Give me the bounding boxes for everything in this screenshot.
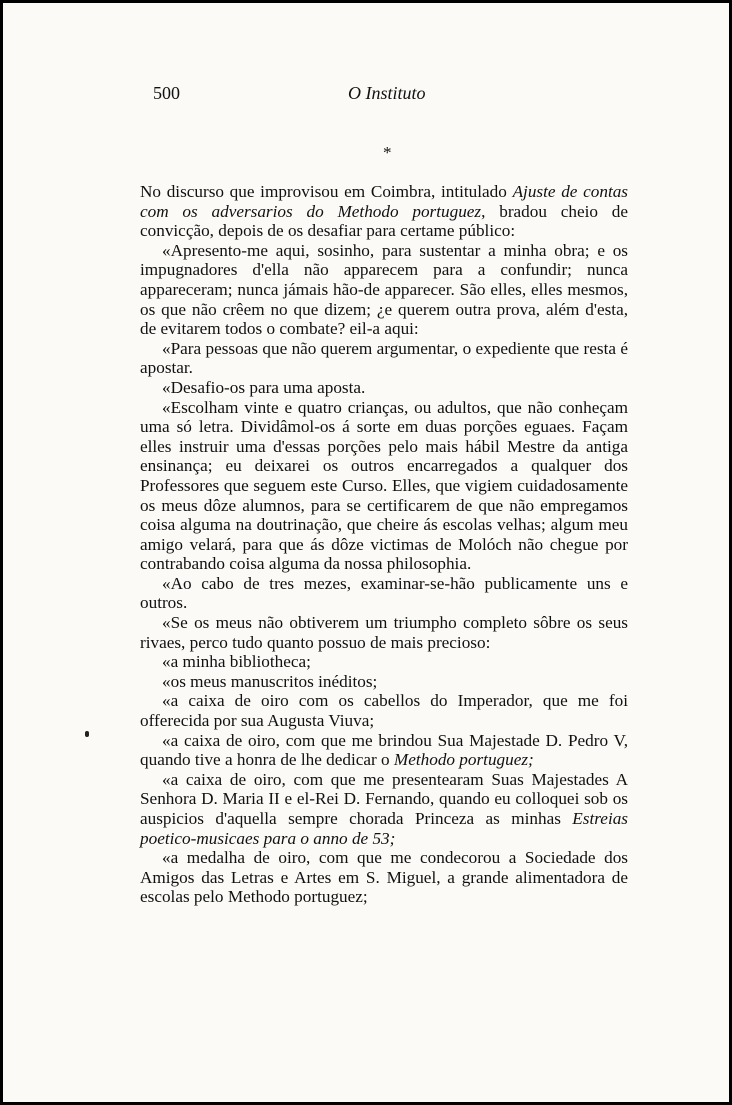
running-title: O Instituto xyxy=(348,83,426,103)
paragraph-p12 xyxy=(140,848,628,907)
ink-speck xyxy=(85,731,89,737)
text-run: «Escolham vinte e quatro crianças, ou adultos, que não conheçam uma só letra. Dividâmol-os á sorte em duas porções eguaes. Façam elles instruir uma d'essas porções pelo mais hábil Mestre da antiga ensinança; eu deixarei os outros encarregados a qualquer dos Professores que seguem este Curso. Elles, que vigiem cuidadosamente os meus dôze alumnos, para se certificarem de que não empregamos coisa alguma na doutrinação, que cheire ás escolas velhas; algum meu amigo velará, para que ás dôze victimas de Molóch não chegue por contrabando coisa alguma da nossa philosophia. xyxy=(140,397,628,574)
text-run: No discurso que improvisou em Coimbra, intitulado xyxy=(140,182,513,201)
page-number: 500 xyxy=(153,83,180,103)
paragraph-p7 xyxy=(140,652,628,672)
italic-text: Methodo portuguez; xyxy=(393,750,534,770)
text-run: «a caixa de oiro com os cabellos do Imperador, que me foi offerecida por sua Augusta Viuva; xyxy=(140,691,628,731)
paragraph-p1 xyxy=(140,241,628,339)
paragraph-p8 xyxy=(140,672,628,692)
text-run: «Apresento-me aqui, sosinho, para sustentar a minha obra; e os impugnadores d'ella não apparecem para a confundir; nunca appareceram; nunca jámais hão-de apparecer. São elles, elles mesmos, os que não crêem no que dizem; ¿e querem outra prova, além d'esta, de evitarem todos o combate? eil-a aqui: xyxy=(140,240,628,339)
paragraph-p4 xyxy=(140,398,628,574)
section-mark: * xyxy=(383,143,392,162)
paragraph-p2 xyxy=(140,339,628,378)
text-run: «Desafio-os para uma aposta. xyxy=(162,377,366,397)
body-text xyxy=(140,182,628,907)
text-run: «a minha bibliotheca; xyxy=(162,652,311,672)
paragraph-p6 xyxy=(140,613,628,652)
paragraph-p11 xyxy=(140,770,628,848)
paragraph-p9 xyxy=(140,691,628,730)
italic-text: Estreias poetico-musicaes para o anno de 53; xyxy=(140,809,628,848)
text-run: «Se os meus não obtiverem um triumpho completo sôbre os seus rivaes, perco tudo quanto possuo de mais precioso: xyxy=(140,613,628,652)
text-run: «Para pessoas que não querem argumentar, o expediente que resta é apostar. xyxy=(140,338,628,378)
text-run: «a caixa de oiro, com que me brindou Sua Majestade D. Pedro V, quando tive a honra de lhe dedicar o xyxy=(140,730,628,770)
paragraph-p10 xyxy=(140,731,628,770)
text-run: , bradou cheio de convicção, depois de os desafiar para certame público: xyxy=(140,201,628,241)
text-run: «os meus manuscritos inéditos; xyxy=(162,671,378,691)
paragraph-p0 xyxy=(140,182,628,241)
italic-text: Ajuste de contas com os adversarios do Methodo portuguez xyxy=(140,182,628,221)
paragraph-p5 xyxy=(140,574,628,613)
text-run: «Ao cabo de tres mezes, examinar-se-hão publicamente uns e outros. xyxy=(140,573,628,613)
text-run: «a caixa de oiro, com que me presentearam Suas Majestades A Senhora D. Maria II e el-Rei D. Fernando, quando eu colloquei sob os auspicios d'aquella sempre chorada Princeza as minhas xyxy=(140,769,628,828)
text-run: «a medalha de oiro, com que me condecorou a Sociedade dos Amigos das Letras e Artes em S. Miguel, a grande alimentadora de escolas pelo Methodo portuguez; xyxy=(140,848,628,907)
paragraph-p3 xyxy=(140,378,628,398)
page-header xyxy=(153,83,628,107)
